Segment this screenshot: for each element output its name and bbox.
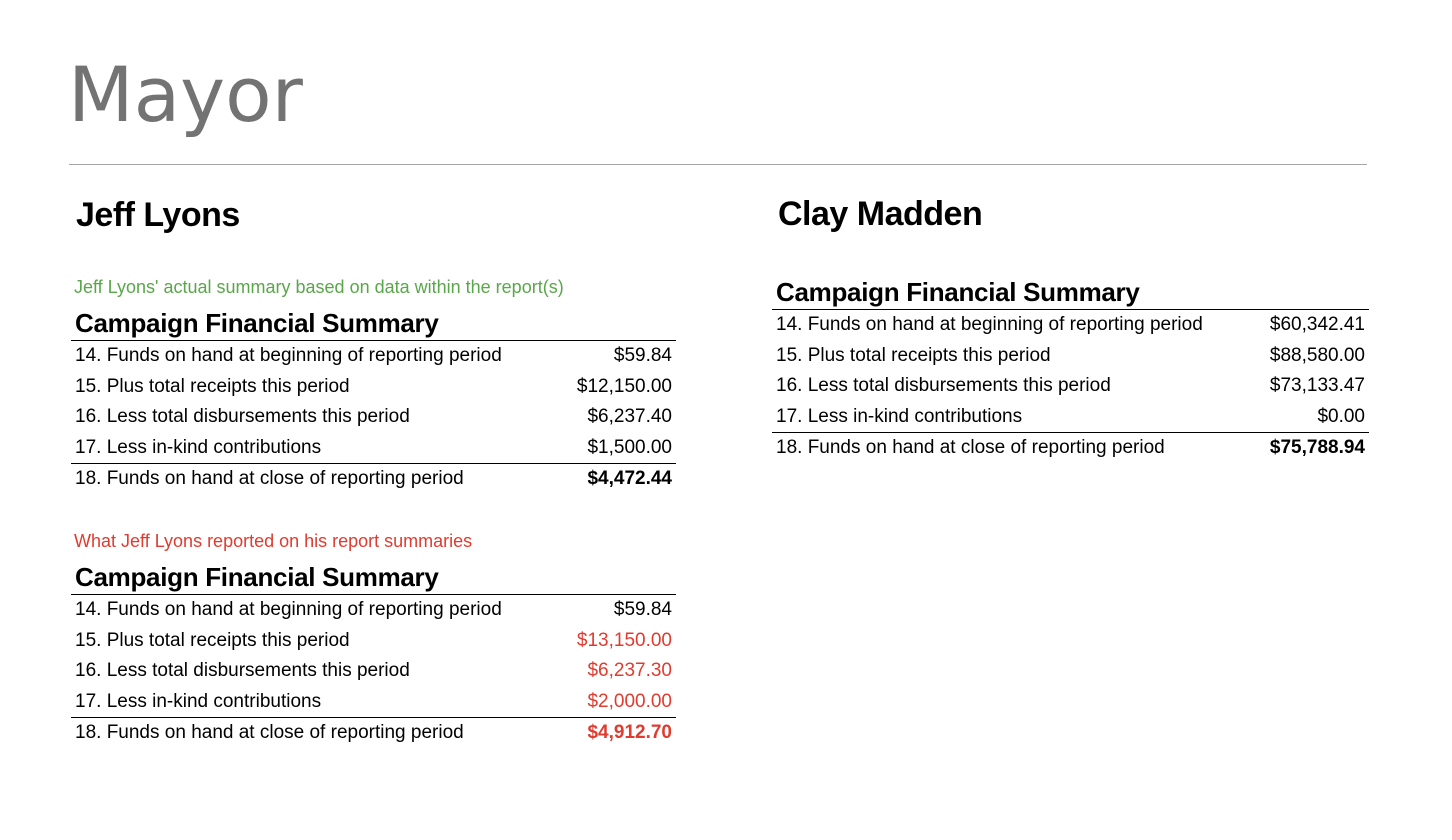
row-label: 15. Plus total receipts this period: [75, 375, 350, 397]
candidate-name-right: Clay Madden: [778, 195, 983, 233]
row-value: $88,580.00: [1269, 344, 1365, 366]
row-value: $6,237.40: [587, 406, 672, 428]
row-label: 14. Funds on hand at beginning of reporting period: [71, 341, 560, 372]
row-value-discrepancy: $6,237.30: [587, 660, 672, 682]
table-row: [772, 371, 1369, 402]
row-label: 18. Funds on hand at close of reporting period: [71, 464, 560, 495]
row-label: 16. Less total disbursements this period: [75, 660, 410, 682]
reported-summary-note: What Jeff Lyons reported on his report summaries: [74, 531, 473, 551]
row-label: 14. Funds on hand at beginning of reporting period: [772, 310, 1255, 341]
clay-summary-table: [772, 275, 1369, 464]
table-row: [71, 687, 676, 718]
row-value: $60,342.41: [1255, 310, 1369, 341]
candidate-name-left: Jeff Lyons: [76, 196, 240, 234]
row-label: 18. Funds on hand at close of reporting period: [772, 433, 1255, 464]
table-row: [71, 595, 676, 626]
row-value-discrepancy: $13,150.00: [576, 629, 672, 651]
table-row: [71, 341, 676, 372]
table-row: [71, 626, 676, 657]
row-label: 15. Plus total receipts this period: [75, 629, 350, 651]
table-row: [772, 341, 1369, 372]
table-row: [772, 310, 1369, 341]
row-label: 16. Less total disbursements this period: [776, 375, 1111, 397]
row-value: $12,150.00: [576, 375, 672, 397]
reported-summary-table: [71, 560, 676, 749]
table-row: [71, 372, 676, 403]
title-divider: [69, 164, 1367, 165]
table-row-total: [71, 464, 676, 495]
row-label: 16. Less total disbursements this period: [75, 406, 410, 428]
row-value-discrepancy: $2,000.00: [587, 690, 672, 712]
row-label: 17. Less in-kind contributions: [75, 436, 322, 458]
table-row-total: [71, 718, 676, 749]
table-row: [71, 433, 676, 464]
row-label: 14. Funds on hand at beginning of reporting period: [71, 595, 560, 626]
row-value-total: $75,788.94: [1255, 433, 1369, 464]
row-label: 17. Less in-kind contributions: [776, 405, 1023, 427]
table-row-total: [772, 433, 1369, 464]
row-value-total: $4,472.44: [560, 464, 676, 495]
table-row: [71, 656, 676, 687]
row-value: $59.84: [560, 341, 676, 372]
actual-summary-table: [71, 306, 676, 495]
row-value: $59.84: [560, 595, 676, 626]
row-value-total-discrepancy: $4,912.70: [560, 718, 676, 749]
row-value: $0.00: [1317, 405, 1365, 427]
actual-summary-note: Jeff Lyons' actual summary based on data within the report(s): [74, 277, 564, 297]
summary-heading: Campaign Financial Summary: [75, 308, 439, 338]
row-value: $73,133.47: [1269, 375, 1365, 397]
row-label: 18. Funds on hand at close of reporting period: [71, 718, 560, 749]
table-row: [772, 402, 1369, 433]
row-label: 15. Plus total receipts this period: [776, 344, 1051, 366]
summary-heading: Campaign Financial Summary: [776, 277, 1140, 307]
summary-heading: Campaign Financial Summary: [75, 562, 439, 592]
page-title: Mayor: [68, 50, 303, 139]
table-row: [71, 402, 676, 433]
row-value: $1,500.00: [587, 436, 672, 458]
row-label: 17. Less in-kind contributions: [75, 690, 322, 712]
